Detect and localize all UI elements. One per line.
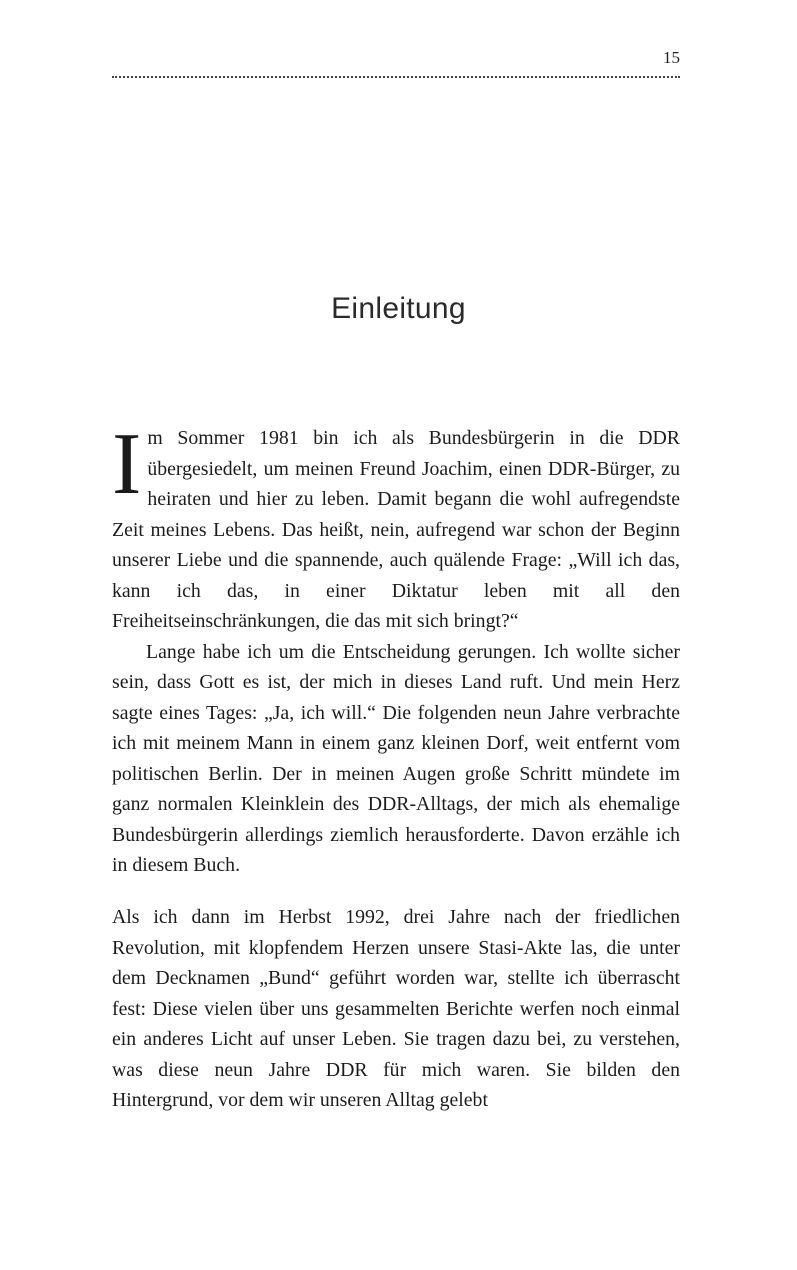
paragraph-2: Lange habe ich um die Entscheidung gerungen. Ich wollte sicher sein, dass Gott es ist, der mich in dieses Land ruft. Und mein Herz sagte eines Tages: „Ja, ich will.“ Die folgenden neun Jahre verbrachte ich mit meinem Mann in einem ganz kleinen Dorf, weit entfernt vom politischen Berlin. Der in meinen Augen große Schritt mündete im ganz normalen Kleinklein des DDR-Alltags, der mich als ehemalige Bundesbürgerin allerdings ziemlich herausforderte. Davon erzähle ich in diesem Buch. [112,640,680,876]
page-number: 15 [663,48,680,67]
header-dotted-rule [112,76,680,78]
chapter-title: Einleitung [331,292,466,325]
paragraph-1-text: m Sommer 1981 bin ich als Bundesbürgerin in die DDR übergesiedelt, um meinen Freund Joachim, einen DDR-Bürger, zu heiraten und hier zu leben. Damit begann die wohl aufregendste Zeit meines Lebens. Das heißt, nein, aufregend war schon der Beginn unserer Liebe und die spannende, auch quälende Frage: „Will ich das, kann ich das, in einer Diktatur leben mit all den Freiheitseinschränkungen, die das mit sich bringt?“ [112,427,680,632]
paragraph-opening [112,416,680,637]
paragraph-3: Als ich dann im Herbst 1992, drei Jahre nach der friedlichen Revolution, mit klopfendem Herzen unsere Stasi-Akte las, die unter dem Decknamen „Bund“ geführt worden war, stellte ich überrascht fest: Diese vielen über uns gesammelten Berichte werfen noch einmal ein anderes Licht auf unser Leben. Sie tragen dazu bei, zu verstehen, was diese neun Jahre DDR für mich waren. Sie bilden den Hintergrund, vor dem wir unseren Alltag gelebt [112,906,680,1111]
body-section-2 [112,902,680,1116]
body-section-1 [112,416,680,881]
drop-cap: I [112,416,142,513]
